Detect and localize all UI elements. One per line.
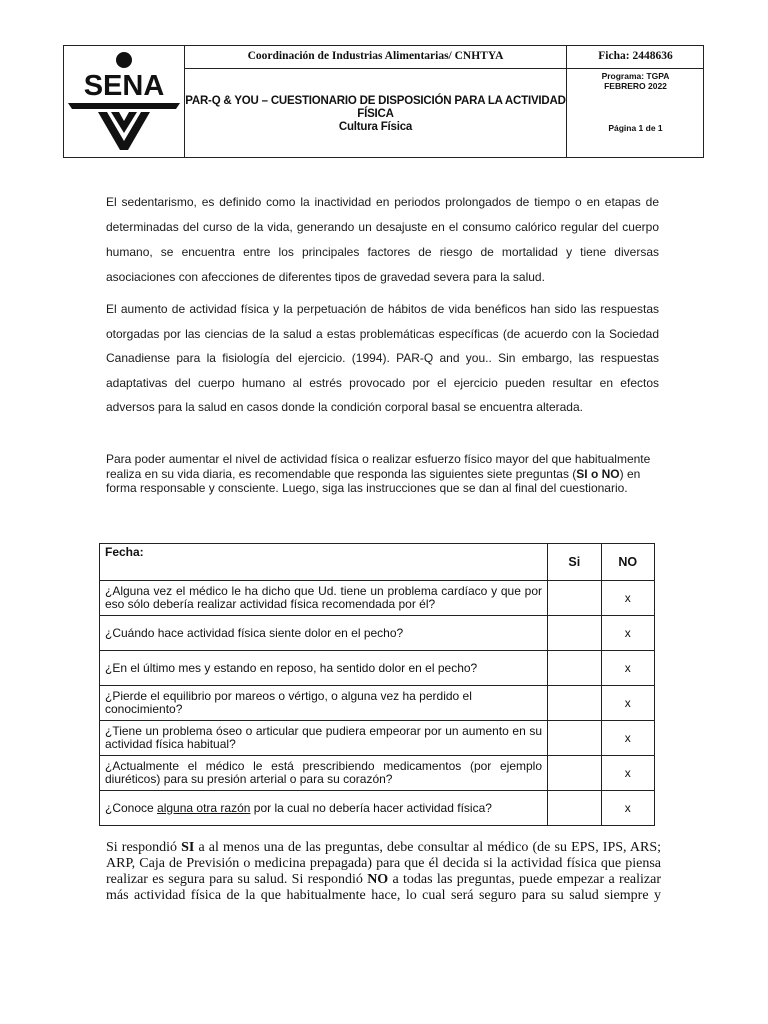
logo-wordmark: SENA: [83, 70, 165, 102]
question-text: ¿Cuándo hace actividad física siente dolor en el pecho?: [100, 616, 548, 651]
program-name: Programa: TGPA: [601, 71, 670, 81]
instructions-text: Para poder aumentar el nivel de actividad física o realizar esfuerzo físico mayor del que habitualmente realiza en su vida diaria, es recomendable que responda las siguientes siete preguntas (: [106, 452, 651, 481]
document-header: [63, 45, 704, 158]
closing-text: Si respondió: [106, 840, 182, 855]
answer-si-cell[interactable]: [548, 581, 601, 616]
header-divider: [566, 46, 567, 157]
closing-text: a al menos una de las preguntas, debe consultar al médico (de su EPS, IPS, ARS; ARP, Caja de Previsión o medicina prepagada) para que él decida si la actividad física que piensa realizar es segura para su salud. Si respondió: [106, 840, 662, 887]
title-line: PAR-Q & YOU – CUESTIONARIO DE DISPOSICIÓN PARA LA ACTIVIDAD: [185, 95, 566, 107]
closing-emphasis: SI: [181, 840, 195, 855]
column-header-si: Si: [548, 544, 601, 581]
fecha-field[interactable]: Fecha:: [100, 544, 548, 581]
answer-no-cell[interactable]: x: [601, 756, 655, 791]
parq-questionnaire-table: [99, 543, 655, 826]
instructions-paragraph: [106, 452, 659, 496]
answer-no-cell[interactable]: x: [601, 721, 655, 756]
answer-si-cell[interactable]: [548, 791, 601, 826]
answer-si-cell[interactable]: [548, 721, 601, 756]
program-info: [567, 71, 704, 91]
instructions-emphasis: SI o NO: [576, 466, 620, 481]
instructions-text: ) en forma responsable y consciente. Luego, siga las instrucciones que se dan al final del cuestionario.: [106, 466, 641, 496]
table-row: [100, 686, 655, 721]
program-date: FEBRERO 2022: [604, 81, 667, 91]
answer-no-cell[interactable]: x: [601, 651, 655, 686]
closing-paragraph: [106, 840, 661, 904]
answer-si-cell[interactable]: [548, 686, 601, 721]
answer-si-cell[interactable]: [548, 756, 601, 791]
header-divider: [184, 68, 704, 69]
title-subline: Cultura Física: [338, 121, 413, 133]
closing-emphasis: NO: [367, 872, 389, 887]
table-row: [100, 756, 655, 791]
table-row: [100, 721, 655, 756]
question-underlined-text: alguna otra razón: [157, 800, 251, 815]
answer-no-cell[interactable]: x: [601, 791, 655, 826]
answer-no-cell[interactable]: x: [601, 581, 655, 616]
question-text-part: por la cual no debería hacer actividad física?: [250, 800, 492, 815]
table-row: [100, 616, 655, 651]
question-text: ¿Alguna vez el médico le ha dicho que Ud. tiene un problema cardíaco y que por eso sólo debería realizar actividad física recomendada por él?: [100, 581, 548, 616]
table-row: [100, 581, 655, 616]
title-line: FÍSICA: [357, 108, 394, 120]
question-text: [100, 791, 548, 826]
ficha-number: Ficha: 2448636: [598, 50, 673, 62]
coordination-label: Coordinación de Industrias Alimentarias/ CNHTYA: [247, 50, 504, 62]
table-row: [100, 791, 655, 826]
column-header-no: NO: [601, 544, 655, 581]
page-number: Página 1 de 1: [608, 123, 663, 133]
closing-text: a todas las preguntas, puede empezar a realizar más actividad física de la que habitualmente hace, lo cual será seguro para su salud siempre y: [106, 872, 661, 903]
document-title: [185, 95, 566, 134]
question-text-part: ¿Conoce: [105, 800, 158, 815]
question-text: ¿Tiene un problema óseo o articular que pudiera empeorar por un aumento en su actividad física habitual?: [100, 721, 548, 756]
table-header-row: [100, 544, 655, 581]
table-row: [100, 651, 655, 686]
sena-logo: [64, 46, 184, 157]
answer-si-cell[interactable]: [548, 651, 601, 686]
question-text: ¿En el último mes y estando en reposo, ha sentido dolor en el pecho?: [100, 651, 548, 686]
question-text: ¿Pierde el equilibrio por mareos o vértigo, o alguna vez ha perdido el conocimiento?: [100, 686, 548, 721]
intro-paragraph: El sedentarismo, es definido como la inactividad en periodos prolongados de tiempo o en etapas de determinadas del curso de la vida, generando un desajuste en el consumo calórico regular del cuerpo humano, se encuentra entre los principales factores de riesgo de mortalidad y tiene diversas asociaciones con afecciones de diferentes tipos de gravedad severa para la salud.: [106, 195, 659, 284]
question-text: ¿Actualmente el médico le está prescribiendo medicamentos (por ejemplo diuréticos) para su presión arterial o para su corazón?: [100, 756, 548, 791]
answer-no-cell[interactable]: x: [601, 686, 655, 721]
intro-paragraph: El aumento de actividad física y la perpetuación de hábitos de vida benéficos han sido las respuestas otorgadas por las ciencias de la salud a estas problemáticas específicas (de acuerdo con la Sociedad Canadiense para la fisiología del ejercicio. (1994). PAR-Q and you.. Sin embargo, las respuestas adaptativas del cuerpo humano al estrés provocado por el ejercicio pueden resultar en efectos adversos para la salud en casos donde la condición corporal basal se encuentra alterada.: [106, 302, 659, 414]
answer-si-cell[interactable]: [548, 616, 601, 651]
answer-no-cell[interactable]: x: [601, 616, 655, 651]
